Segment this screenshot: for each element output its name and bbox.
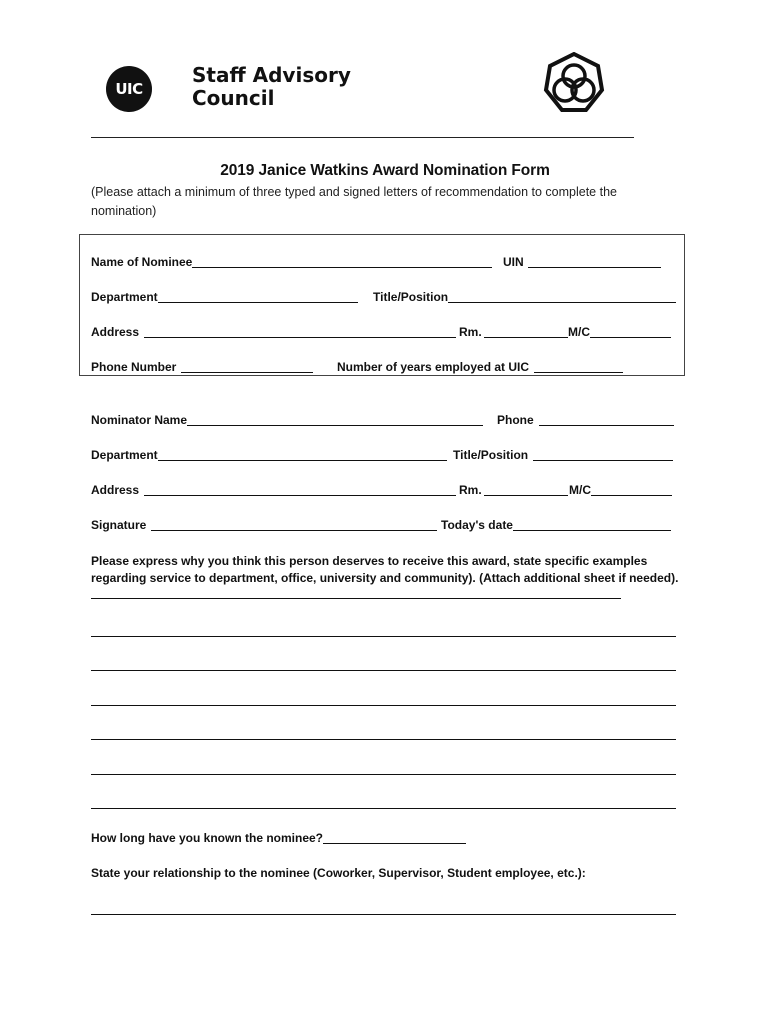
answer-line-1[interactable] xyxy=(91,636,676,637)
nominee-years-label: Number of years employed at UIC xyxy=(337,360,530,374)
nominee-address-label: Address xyxy=(91,325,140,339)
nominee-mc-line[interactable] xyxy=(590,326,671,338)
why-answer-first-line[interactable] xyxy=(91,588,621,599)
nominator-signature-line[interactable] xyxy=(151,519,437,531)
nominator-address-label: Address xyxy=(91,483,140,497)
nominee-years-field[interactable] xyxy=(337,360,623,374)
known-duration-field[interactable] xyxy=(91,831,466,845)
nominator-name-field[interactable] xyxy=(91,413,483,427)
nominator-name-line[interactable] xyxy=(187,414,483,426)
nominator-rm-field[interactable] xyxy=(459,483,568,497)
trefoil-emblem-icon xyxy=(542,52,606,116)
why-prompt-text: Please express why you think this person deserves to receive this award, state specific examples regarding service to department, office, university and community). (Attach additional sheet if needed). xyxy=(91,554,679,585)
nominator-mc-line[interactable] xyxy=(591,484,672,496)
nominee-title-field[interactable] xyxy=(373,290,676,304)
nominator-address-line[interactable] xyxy=(144,484,456,496)
nominator-mc-label: M/C xyxy=(569,483,591,497)
uic-logo-text: UIC xyxy=(115,80,143,98)
nominee-phone-field[interactable] xyxy=(91,360,313,374)
nominator-date-field[interactable] xyxy=(441,518,671,532)
nominator-date-line[interactable] xyxy=(513,519,671,531)
nominee-rm-line[interactable] xyxy=(484,326,568,338)
nominee-uin-label: UIN xyxy=(503,255,524,269)
known-duration-line[interactable] xyxy=(323,832,466,844)
nominator-rm-line[interactable] xyxy=(484,484,568,496)
council-title xyxy=(192,64,392,110)
relationship-prompt xyxy=(91,866,586,880)
nominee-name-field[interactable] xyxy=(91,255,492,269)
answer-line-6[interactable] xyxy=(91,808,676,809)
nominator-phone-line[interactable] xyxy=(539,414,674,426)
nominee-rm-label: Rm. xyxy=(459,325,482,339)
nominee-phone-label: Phone Number xyxy=(91,360,177,374)
nominee-address-line[interactable] xyxy=(144,326,456,338)
nominee-name-line[interactable] xyxy=(192,256,492,268)
relationship-label: State your relationship to the nominee (Coworker, Supervisor, Student employee, etc.): xyxy=(91,866,586,880)
nominator-department-field[interactable] xyxy=(91,448,447,462)
nominator-rm-label: Rm. xyxy=(459,483,482,497)
form-subtitle: (Please attach a minimum of three typed and signed letters of recommendation to complete the nomination) xyxy=(91,185,617,218)
nominator-title-field[interactable] xyxy=(453,448,673,462)
form-title: 2019 Janice Watkins Award Nomination Form xyxy=(220,162,550,179)
answer-line-2[interactable] xyxy=(91,670,676,671)
nominee-years-line[interactable] xyxy=(534,361,623,373)
uic-logo xyxy=(106,66,152,112)
council-title-line2: Council xyxy=(192,86,275,110)
nominator-department-line[interactable] xyxy=(158,449,447,461)
answer-line-3[interactable] xyxy=(91,705,676,706)
nominee-department-line[interactable] xyxy=(158,291,358,303)
nominee-mc-field[interactable] xyxy=(568,325,671,339)
nominator-mc-field[interactable] xyxy=(569,483,672,497)
known-duration-label: How long have you known the nominee? xyxy=(91,831,324,845)
answer-line-5[interactable] xyxy=(91,774,676,775)
nominee-title-label: Title/Position xyxy=(373,290,449,304)
nominator-department-label: Department xyxy=(91,448,158,462)
nominee-department-label: Department xyxy=(91,290,158,304)
nominee-department-field[interactable] xyxy=(91,290,358,304)
nominee-uin-field[interactable] xyxy=(503,255,661,269)
nominator-phone-field[interactable] xyxy=(497,413,674,427)
answer-line-4[interactable] xyxy=(91,739,676,740)
nominator-signature-label: Signature xyxy=(91,518,147,532)
nominator-phone-label: Phone xyxy=(497,413,534,427)
nominator-address-field[interactable] xyxy=(91,483,456,497)
header-divider xyxy=(91,137,634,138)
relationship-answer-line[interactable] xyxy=(91,914,676,915)
nominee-address-field[interactable] xyxy=(91,325,456,339)
nominee-rm-field[interactable] xyxy=(459,325,568,339)
why-prompt xyxy=(91,553,681,604)
nominee-mc-label: M/C xyxy=(568,325,590,339)
nominee-phone-line[interactable] xyxy=(181,361,313,373)
nominee-title-line[interactable] xyxy=(448,291,676,303)
nominator-date-label: Today's date xyxy=(441,518,513,532)
nominator-title-label: Title/Position xyxy=(453,448,529,462)
nominator-signature-field[interactable] xyxy=(91,518,437,532)
nominee-name-label: Name of Nominee xyxy=(91,255,193,269)
nominee-uin-line[interactable] xyxy=(528,256,661,268)
council-title-line1: Staff Advisory xyxy=(192,63,351,87)
nominator-name-label: Nominator Name xyxy=(91,413,188,427)
nominator-title-line[interactable] xyxy=(533,449,673,461)
